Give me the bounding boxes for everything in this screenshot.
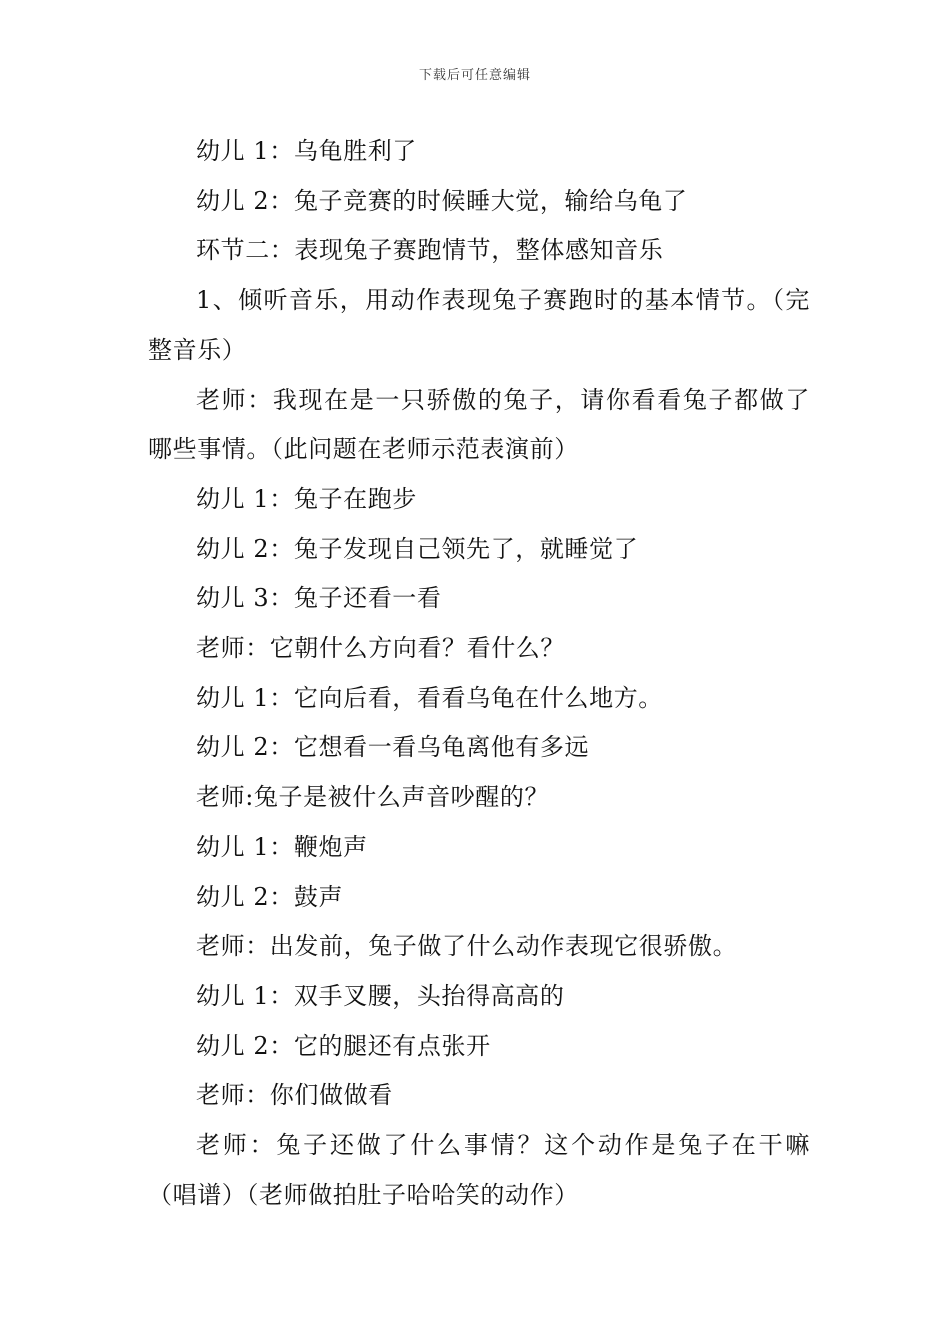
section-heading: 环节二：表现兔子赛跑情节，整体感知音乐 xyxy=(196,236,664,265)
paragraph: 幼儿 1：它向后看，看看乌龟在什么地方。 xyxy=(196,683,663,712)
paragraph: 老师：它朝什么方向看？看什么？ xyxy=(196,634,565,663)
paragraph: 幼儿 1：双手叉腰，头抬得高高的 xyxy=(196,981,565,1010)
paragraph: 幼儿 1：乌龟胜利了 xyxy=(196,137,417,165)
paragraph: 老师：出发前，兔子做了什么动作表现它很骄傲。 xyxy=(196,932,738,961)
page-header: 下载后可任意编辑 xyxy=(418,68,531,83)
paragraph: 幼儿 2：兔子竞赛的时候睡大觉，输给乌龟了 xyxy=(196,186,688,215)
paragraph: 幼儿 3：兔子还看一看 xyxy=(196,584,442,613)
paragraph: 幼儿 2：它的腿还有点张开 xyxy=(196,1031,491,1060)
paragraph: 幼儿 2：它想看一看乌龟离他有多远 xyxy=(196,733,590,762)
paragraph: 幼儿 1：兔子在跑步 xyxy=(196,484,417,513)
document-body xyxy=(148,127,810,1220)
paragraph: 老师：兔子还做了什么事情？这个动作是兔子在干嘛（唱谱）（老师做拍肚子哈哈笑的动作） xyxy=(148,1131,810,1209)
paragraph: 老师:兔子是被什么声音吵醒的？ xyxy=(196,783,550,812)
paragraph: 幼儿 2：兔子发现自己领先了，就睡觉了 xyxy=(196,534,639,563)
paragraph: 1、倾听音乐，用动作表现兔子赛跑时的基本情节。（完整音乐） xyxy=(148,286,810,364)
paragraph: 老师：我现在是一只骄傲的兔子，请你看看兔子都做了哪些事情。（此问题在老师示范表演前） xyxy=(148,385,810,464)
paragraph: 幼儿 1：鞭炮声 xyxy=(196,832,368,861)
paragraph: 老师：你们做做看 xyxy=(196,1081,393,1110)
paragraph: 幼儿 2：鼓声 xyxy=(196,882,344,911)
